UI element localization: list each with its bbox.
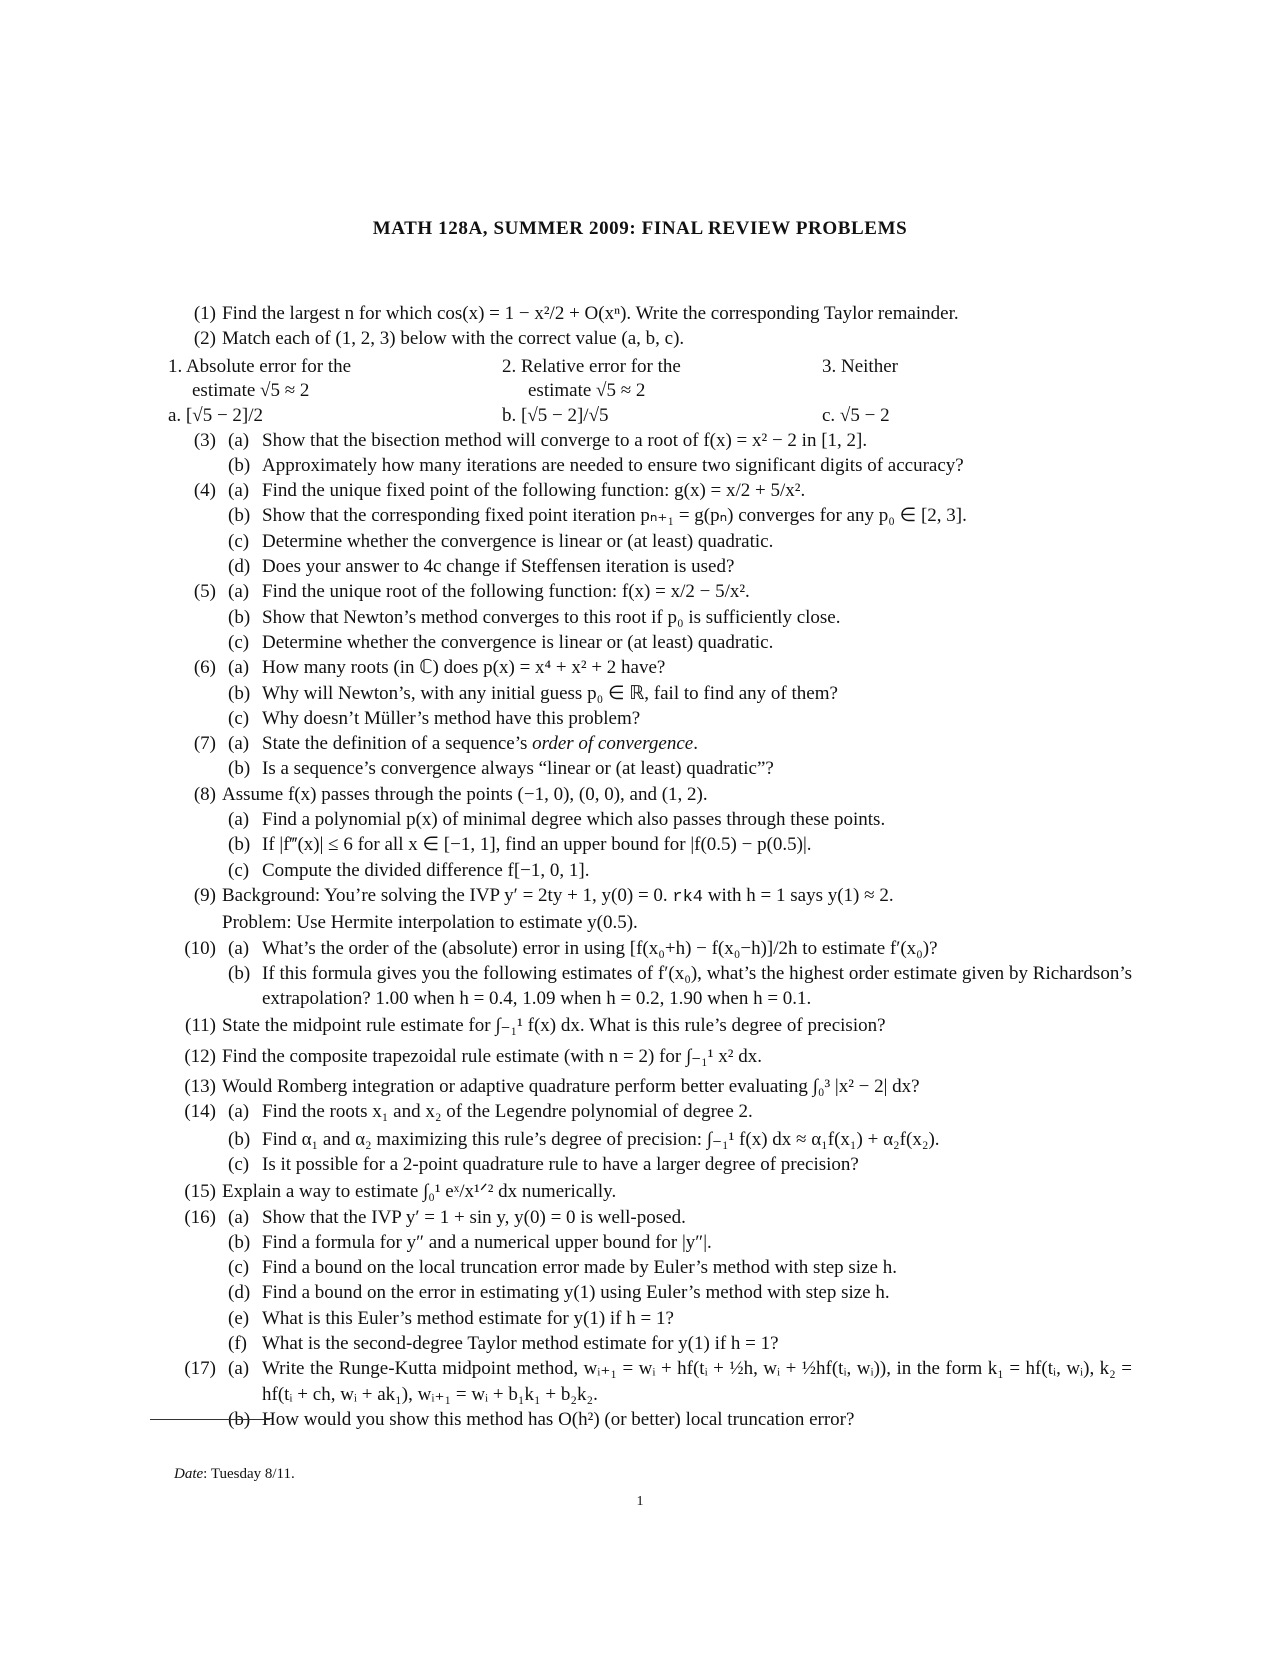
problem-17b (172, 1407, 1132, 1432)
subpart-label: (d) (228, 1282, 251, 1304)
subpart-label: (b) (228, 454, 251, 476)
footnote-rule (150, 1419, 270, 1420)
subpart-label: (c) (228, 530, 250, 552)
problem-16e (172, 1306, 1132, 1331)
subpart-text: Find the roots x₁ and x₂ of the Legendre polynomial of degree 2. (262, 1101, 753, 1123)
problem-16f (172, 1331, 1132, 1356)
subpart-label: (c) (228, 707, 250, 729)
problem-number: (15) (184, 1181, 216, 1203)
footnote (174, 1466, 295, 1483)
problem-number: (3) (193, 429, 216, 451)
problem-number: (4) (193, 480, 216, 502)
subpart-label: (b) (228, 758, 251, 780)
emphasized-term: order of convergence (532, 733, 694, 755)
problem-4b (172, 503, 1132, 528)
problem-2 (172, 326, 1132, 351)
problem-number: (7) (193, 733, 216, 755)
subpart-text: Write the Runge-Kutta midpoint method, wᵢ₊₁ = wᵢ + hf(tᵢ + ½h, wᵢ + ½hf(tᵢ, wᵢ)), in the form k₁ = hf(tᵢ, wᵢ), k₂ = hf(tᵢ + ch, wᵢ + ak₁), wᵢ₊₁ = wᵢ + b₁k₁ + b₂k₂. (262, 1358, 1132, 1405)
problem-12 (172, 1044, 1132, 1069)
problem-text: Find the composite trapezoidal rule estimate (with n = 2) for ∫₋₁¹ x² dx. (222, 1045, 762, 1067)
problem-number: (9) (193, 884, 216, 906)
problem-5a (172, 579, 1132, 604)
problem-14b (172, 1127, 1132, 1152)
subpart-label: (a) (228, 1101, 250, 1123)
matching-table (168, 352, 1132, 428)
subpart-text: Determine whether the convergence is linear or (at least) quadratic. (262, 530, 774, 552)
subpart-text: Find the unique root of the following function: f(x) = x/2 − 5/x². (262, 581, 750, 603)
problem-5b (172, 605, 1132, 630)
text-fragment: with h = 1 says y(1) ≈ 2. (703, 884, 894, 906)
problem-list (168, 301, 1132, 1432)
problem-number: (1) (193, 303, 216, 324)
text-fragment: . (693, 733, 698, 755)
problem-4a (172, 478, 1132, 503)
problem-number: (6) (193, 657, 216, 679)
subpart-label: (a) (228, 809, 250, 831)
problem-text: Explain a way to estimate ∫₀¹ eˣ/x¹ᐟ² dx numerically. (222, 1181, 617, 1203)
match-item-3: 3. Neither (822, 355, 898, 377)
subpart-text: What is the second-degree Taylor method estimate for y(1) if h = 1? (262, 1332, 779, 1354)
subpart-text: Does your answer to 4c change if Steffensen iteration is used? (262, 556, 735, 578)
problem-10b (172, 961, 1132, 1012)
problem-number: (11) (185, 1015, 216, 1037)
problem-7b (172, 756, 1132, 781)
subpart-label: (a) (228, 1206, 250, 1228)
subpart-text: Determine whether the convergence is linear or (at least) quadratic. (262, 631, 774, 653)
subpart-label: (c) (228, 1257, 250, 1279)
problem-8a (172, 807, 1132, 832)
subpart-label: (a) (228, 733, 250, 755)
subpart-text: Find α₁ and α₂ maximizing this rule’s degree of precision: ∫₋₁¹ f(x) dx ≈ α₁f(x₁) + α₂f(x₂). (262, 1128, 940, 1150)
match-item-1: 1. Absolute error for the (168, 355, 352, 377)
problem-text: Would Romberg integration or adaptive quadrature perform better evaluating ∫₀³ |x² − 2| dx? (222, 1076, 920, 1098)
footnote-text: : Tuesday 8/11. (203, 1466, 295, 1482)
problem-text: Problem: Use Hermite interpolation to estimate y(0.5). (222, 912, 638, 934)
subpart-text: Show that Newton’s method converges to this root if p₀ is sufficiently close. (262, 606, 841, 628)
problem-number: (5) (193, 581, 216, 603)
subpart-text: Why doesn’t Müller’s method have this problem? (262, 707, 641, 729)
subpart-text: What is this Euler’s method estimate for y(1) if h = 1? (262, 1307, 674, 1329)
problem-3b (172, 453, 1132, 478)
problem-7a (172, 731, 1132, 756)
problem-8 (172, 782, 1132, 807)
problem-6b (172, 681, 1132, 706)
problem-5c (172, 630, 1132, 655)
footnote-label: Date (174, 1466, 204, 1482)
problem-number: (13) (184, 1076, 216, 1098)
problem-16a (172, 1205, 1132, 1230)
match-item-2-cont: estimate √5 ≈ 2 (528, 379, 646, 401)
page-number: 1 (636, 1494, 644, 1509)
text-fragment: Background: You’re solving the IVP y′ = 2ty + 1, y(0) = 0. (222, 884, 673, 906)
page-title: MATH 128A, SUMMER 2009: FINAL REVIEW PROBLEMS (372, 218, 908, 239)
subpart-label: (c) (228, 859, 250, 881)
subpart-label: (d) (228, 556, 251, 578)
subpart-label: (a) (228, 657, 250, 679)
subpart-text: Show that the IVP y′ = 1 + sin y, y(0) = 0 is well-posed. (262, 1206, 686, 1228)
subpart-label: (c) (228, 631, 250, 653)
problem-15 (172, 1179, 1132, 1204)
problem-17a (172, 1356, 1132, 1407)
problem-number: (16) (184, 1206, 216, 1228)
subpart-label: (b) (228, 962, 251, 984)
subpart-text: If |f‴(x)| ≤ 6 for all x ∈ [−1, 1], find an upper bound for |f(0.5) − p(0.5)|. (262, 834, 812, 856)
problem-9 (172, 883, 1132, 910)
subpart-label: (b) (228, 1231, 251, 1253)
match-item-2: 2. Relative error for the (502, 355, 681, 377)
subpart-text: What’s the order of the (absolute) error in using [f(x₀+h) − f(x₀−h)]/2h to estimate f′(x₀)? (262, 937, 938, 959)
subpart-text: If this formula gives you the following estimates of f′(x₀), what’s the highest order estimate given by Richardson’s extrapolation? 1.00 when h = 0.4, 1.09 when h = 0.2, 1.90 when h = 0.1. (262, 962, 1132, 1010)
subpart-label: (c) (228, 1153, 250, 1175)
problem-4d (172, 554, 1132, 579)
subpart-label: (a) (228, 480, 250, 502)
problem-16c (172, 1255, 1132, 1280)
subpart-text: Find a bound on the local truncation error made by Euler’s method with step size h. (262, 1257, 897, 1279)
problem-13 (172, 1074, 1132, 1099)
problem-6c (172, 706, 1132, 731)
match-value-c: c. √5 − 2 (822, 404, 890, 426)
subpart-label: (b) (228, 505, 251, 527)
problem-number: (17) (184, 1358, 216, 1380)
problem-6a (172, 655, 1132, 680)
subpart-label: (a) (228, 581, 250, 603)
subpart-label: (b) (228, 834, 251, 856)
subpart-text: Find a formula for y″ and a numerical upper bound for |y″|. (262, 1231, 712, 1253)
subpart-label: (a) (228, 429, 250, 451)
problem-number: (2) (193, 328, 216, 350)
subpart-text: Why will Newton’s, with any initial guess p₀ ∈ ℝ, fail to find any of them? (262, 682, 838, 704)
subpart-label: (b) (228, 1408, 251, 1430)
subpart-label: (b) (228, 682, 251, 704)
subpart-text: Is it possible for a 2-point quadrature rule to have a larger degree of precision? (262, 1153, 859, 1175)
code-term: rk4 (672, 887, 704, 907)
subpart-text: How would you show this method has O(h²) (or better) local truncation error? (262, 1408, 855, 1430)
subpart-text: Show that the corresponding fixed point iteration pₙ₊₁ = g(pₙ) converges for any p₀ ∈ [2, 3]. (262, 505, 967, 527)
subpart-label: (b) (228, 1128, 251, 1150)
problem-8c (172, 858, 1132, 883)
match-value-b: b. [√5 − 2]/√5 (502, 404, 609, 426)
subpart-text: Find the unique fixed point of the following function: g(x) = x/2 + 5/x². (262, 480, 806, 502)
problem-text: Assume f(x) passes through the points (−1, 0), (0, 0), and (1, 2). (222, 783, 708, 805)
problem-14a (172, 1099, 1132, 1124)
subpart-label: (a) (228, 937, 250, 959)
subpart-text: Show that the bisection method will converge to a root of f(x) = x² − 2 in [1, 2]. (262, 429, 868, 451)
problem-text (222, 883, 1132, 910)
problem-9-line2 (172, 910, 1132, 935)
problem-3a (172, 428, 1132, 453)
subpart-label: (a) (228, 1358, 250, 1380)
problem-number: (10) (184, 937, 216, 959)
problem-4c (172, 529, 1132, 554)
problem-11 (172, 1013, 1132, 1038)
subpart-text: Find a polynomial p(x) of minimal degree which also passes through these points. (262, 809, 886, 831)
match-item-1-cont: estimate √5 ≈ 2 (192, 379, 310, 401)
subpart-text: Approximately how many iterations are needed to ensure two significant digits of accuracy? (262, 454, 964, 476)
problem-16b (172, 1230, 1132, 1255)
match-value-a: a. [√5 − 2]/2 (168, 404, 264, 426)
problem-1 (172, 301, 1132, 326)
subpart-text: Is a sequence’s convergence always “linear or (at least) quadratic”? (262, 758, 774, 780)
problem-text: Match each of (1, 2, 3) below with the correct value (a, b, c). (222, 328, 685, 350)
subpart-label: (f) (228, 1332, 247, 1354)
problem-8b (172, 832, 1132, 857)
subpart-label: (b) (228, 606, 251, 628)
problem-number: (8) (193, 783, 216, 805)
subpart-label: (e) (228, 1307, 250, 1329)
subpart-text: How many roots (in ℂ) does p(x) = x⁴ + x² + 2 have? (262, 657, 666, 679)
problem-number: (14) (184, 1101, 216, 1123)
problem-number: (12) (184, 1045, 216, 1067)
problem-text: State the midpoint rule estimate for ∫₋₁¹ f(x) dx. What is this rule’s degree of precision? (222, 1015, 886, 1037)
subpart-text: Find a bound on the error in estimating y(1) using Euler’s method with step size h. (262, 1282, 890, 1304)
subpart-text: Compute the divided difference f[−1, 0, 1]. (262, 859, 590, 881)
problem-10a (172, 936, 1132, 961)
problem-14c (172, 1152, 1132, 1177)
text-fragment: State the definition of a sequence’s (262, 733, 533, 755)
problem-16d (172, 1280, 1132, 1305)
subpart-text (262, 731, 1132, 756)
problem-text: Find the largest n for which cos(x) = 1 − x²/2 + O(xⁿ). Write the corresponding Taylor remainder. (222, 303, 959, 324)
